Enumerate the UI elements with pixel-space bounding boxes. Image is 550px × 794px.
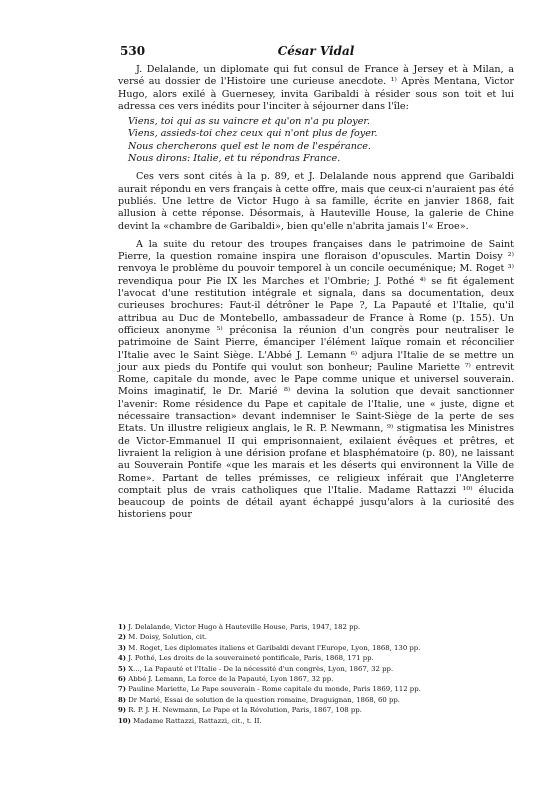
footnote-text: M. Roget, Les diplomates italiens et Garibaldi devant l'Europe, Lyon, 1868, 130 pp.	[128, 643, 421, 652]
footnote	[118, 684, 514, 694]
footnote-text: Abbé J. Lemann, La force de la Papauté, Lyon 1867, 32 pp.	[128, 675, 334, 684]
verse-quote	[128, 116, 514, 165]
footnote-number: 6)	[118, 675, 127, 684]
footnote	[118, 632, 514, 642]
footnote	[118, 664, 514, 674]
verse-line: Viens, assieds-toi chez ceux qui n'ont plus de foyer.	[128, 128, 378, 140]
footnote-number: 8)	[118, 695, 127, 704]
footnote	[118, 695, 514, 705]
footnote-text: J. Delalande, Victor Hugo à Hauteville House, Paris, 1947, 182 pp.	[128, 623, 361, 631]
footnote-text: R. P. J. H. Newmann, Le Pape et la Révolution, Paris, 1867, 108 pp.	[128, 706, 362, 715]
footnote-number: 7)	[118, 685, 127, 694]
footnote-number: 9)	[118, 706, 127, 715]
footnote-number: 1)	[118, 623, 127, 631]
footnote-number: 5)	[118, 664, 127, 673]
footnote-number: 10)	[118, 716, 131, 725]
paragraph-2: Ces vers sont cités à la p. 89, et J. Delalande nous apprend que Garibaldi aurait répondu en vers français à cette offre, mais que ceux-ci n'auraient pas été publiés. Une lettre de Victor Hugo à sa famille, écrite en janvier 1868, fait allusion à cette réponse. Désormais, à Hauteville House, la galerie de Chine devint la «chambre de Garibaldi», bien qu'elle n'abrita jamais l'« Eroe».	[118, 171, 514, 232]
footnote-number: 2)	[118, 633, 127, 642]
paragraph-1: J. Delalande, un diplomate qui fut consul de France à Jersey et à Milan, a versé au dossier de l'Histoire une curieuse anecdote. ¹⁾ Après Mentana, Victor Hugo, alors exilé à Guernesey, invita Garibaldi à résider sous son toit et lui adressa ces vers inédits pour l'inciter à séjourner dans l'île:	[118, 64, 514, 112]
running-head	[120, 44, 512, 64]
footnote	[118, 716, 514, 726]
footnote-number: 4)	[118, 654, 127, 663]
footnotes	[118, 622, 514, 726]
footnote	[118, 674, 514, 684]
page-number: 530	[120, 44, 146, 58]
footnote-text: Pauline Mariette, Le Pape souverain - Rome capitale du monde, Paris 1869, 112 pp.	[128, 685, 421, 694]
verse-line: Nous dirons: Italie, et tu répondras France.	[128, 153, 341, 165]
footnote-text: Madame Rattazzi, Rattazzi, cit., t. II.	[133, 716, 262, 725]
footnote	[118, 653, 514, 663]
footnote-text: J. Pothé, Les droits de la souveraineté pontificale, Paris, 1868, 171 pp.	[128, 654, 374, 663]
footnote-number: 3)	[118, 643, 127, 652]
footnote	[118, 622, 514, 632]
footnote	[118, 705, 514, 715]
footnote	[118, 643, 514, 653]
paragraph-3: A la suite du retour des troupes françaises dans le patrimoine de Saint Pierre, la question romaine inspira une floraison d'opuscules. Martin Doisy ²⁾ renvoya le problème du pouvoir temporel à un concile oecuménique; M. Roget ³⁾ revendiqua pour Pie IX les Marches et l'Ombrie; J. Pothé ⁴⁾ se fit également l'avocat d'une restitution intégrale et signala, dans sa documentation, deux curieuses brochures: Faut-il détrôner le Pape ?, La Papauté et l'Italie, qu'il attribua au Duc de Montebello, ambassadeur de France à Rome (p. 155). Un officieux anonyme ⁵⁾ préconisa la réunion d'un congrès pour neutraliser le patrimoine de Saint Pierre, émanciper l'élément laïque romain et réconcilier l'Italie avec le Saint Siège. L'Abbé J. Lemann ⁶⁾ adjura l'Italie de se mettre un jour aux pieds du Pontife qui voulut son bonheur; Pauline Mariette ⁷⁾ entrevit Rome, capitale du monde, avec le Pape comme unique et universel souverain. Moins imaginatif, le Dr. Marié ⁸⁾ devina la solution que devait sanctionner l'avenir: Rome résidence du Pape et capitale de l'Italie, une « juste, digne et nécessaire transaction» devant indemniser le Saint-Siège de la perte de ses Etats. Un illustre religieux anglais, le R. P. Newmann, ⁹⁾ stigmatisa les Ministres de Victor-Emmanuel II qui emprisonnaient, exilaient évêques et prêtres, et livraient la religion à une dérision profane et blasphématoire (p. 80), ne laissant au Souverain Pontife «que les marais et les déserts qui environnent la Ville de Rome». Partant de telles prémisses, ce religieux inférait que l'Angleterre comptait plus de vrais catholiques que l'Italie. Madame Rattazzi ¹⁰⁾ élucida beaucoup de points de détail ayant échappé jusqu'alors à la curiosité des historiens pour	[118, 238, 514, 521]
running-title: César Vidal	[277, 44, 355, 58]
footnote-text: Dr Marié, Essai de solution de la question romaine, Draguignan, 1868, 60 pp.	[128, 695, 400, 704]
verse-line: Nous chercherons quel est le nom de l'espérance.	[128, 140, 371, 152]
body-text	[118, 64, 514, 522]
verse-line: Viens, toi qui as su vaincre et qu'on n'a pu ployer.	[128, 116, 370, 128]
footnote-text: X..., La Papauté et l'Italie - De la nécessité d'un congrès, Lyon, 1867, 32 pp.	[128, 664, 394, 673]
footnote-text: M. Doisy, Solution, cit.	[128, 633, 207, 642]
